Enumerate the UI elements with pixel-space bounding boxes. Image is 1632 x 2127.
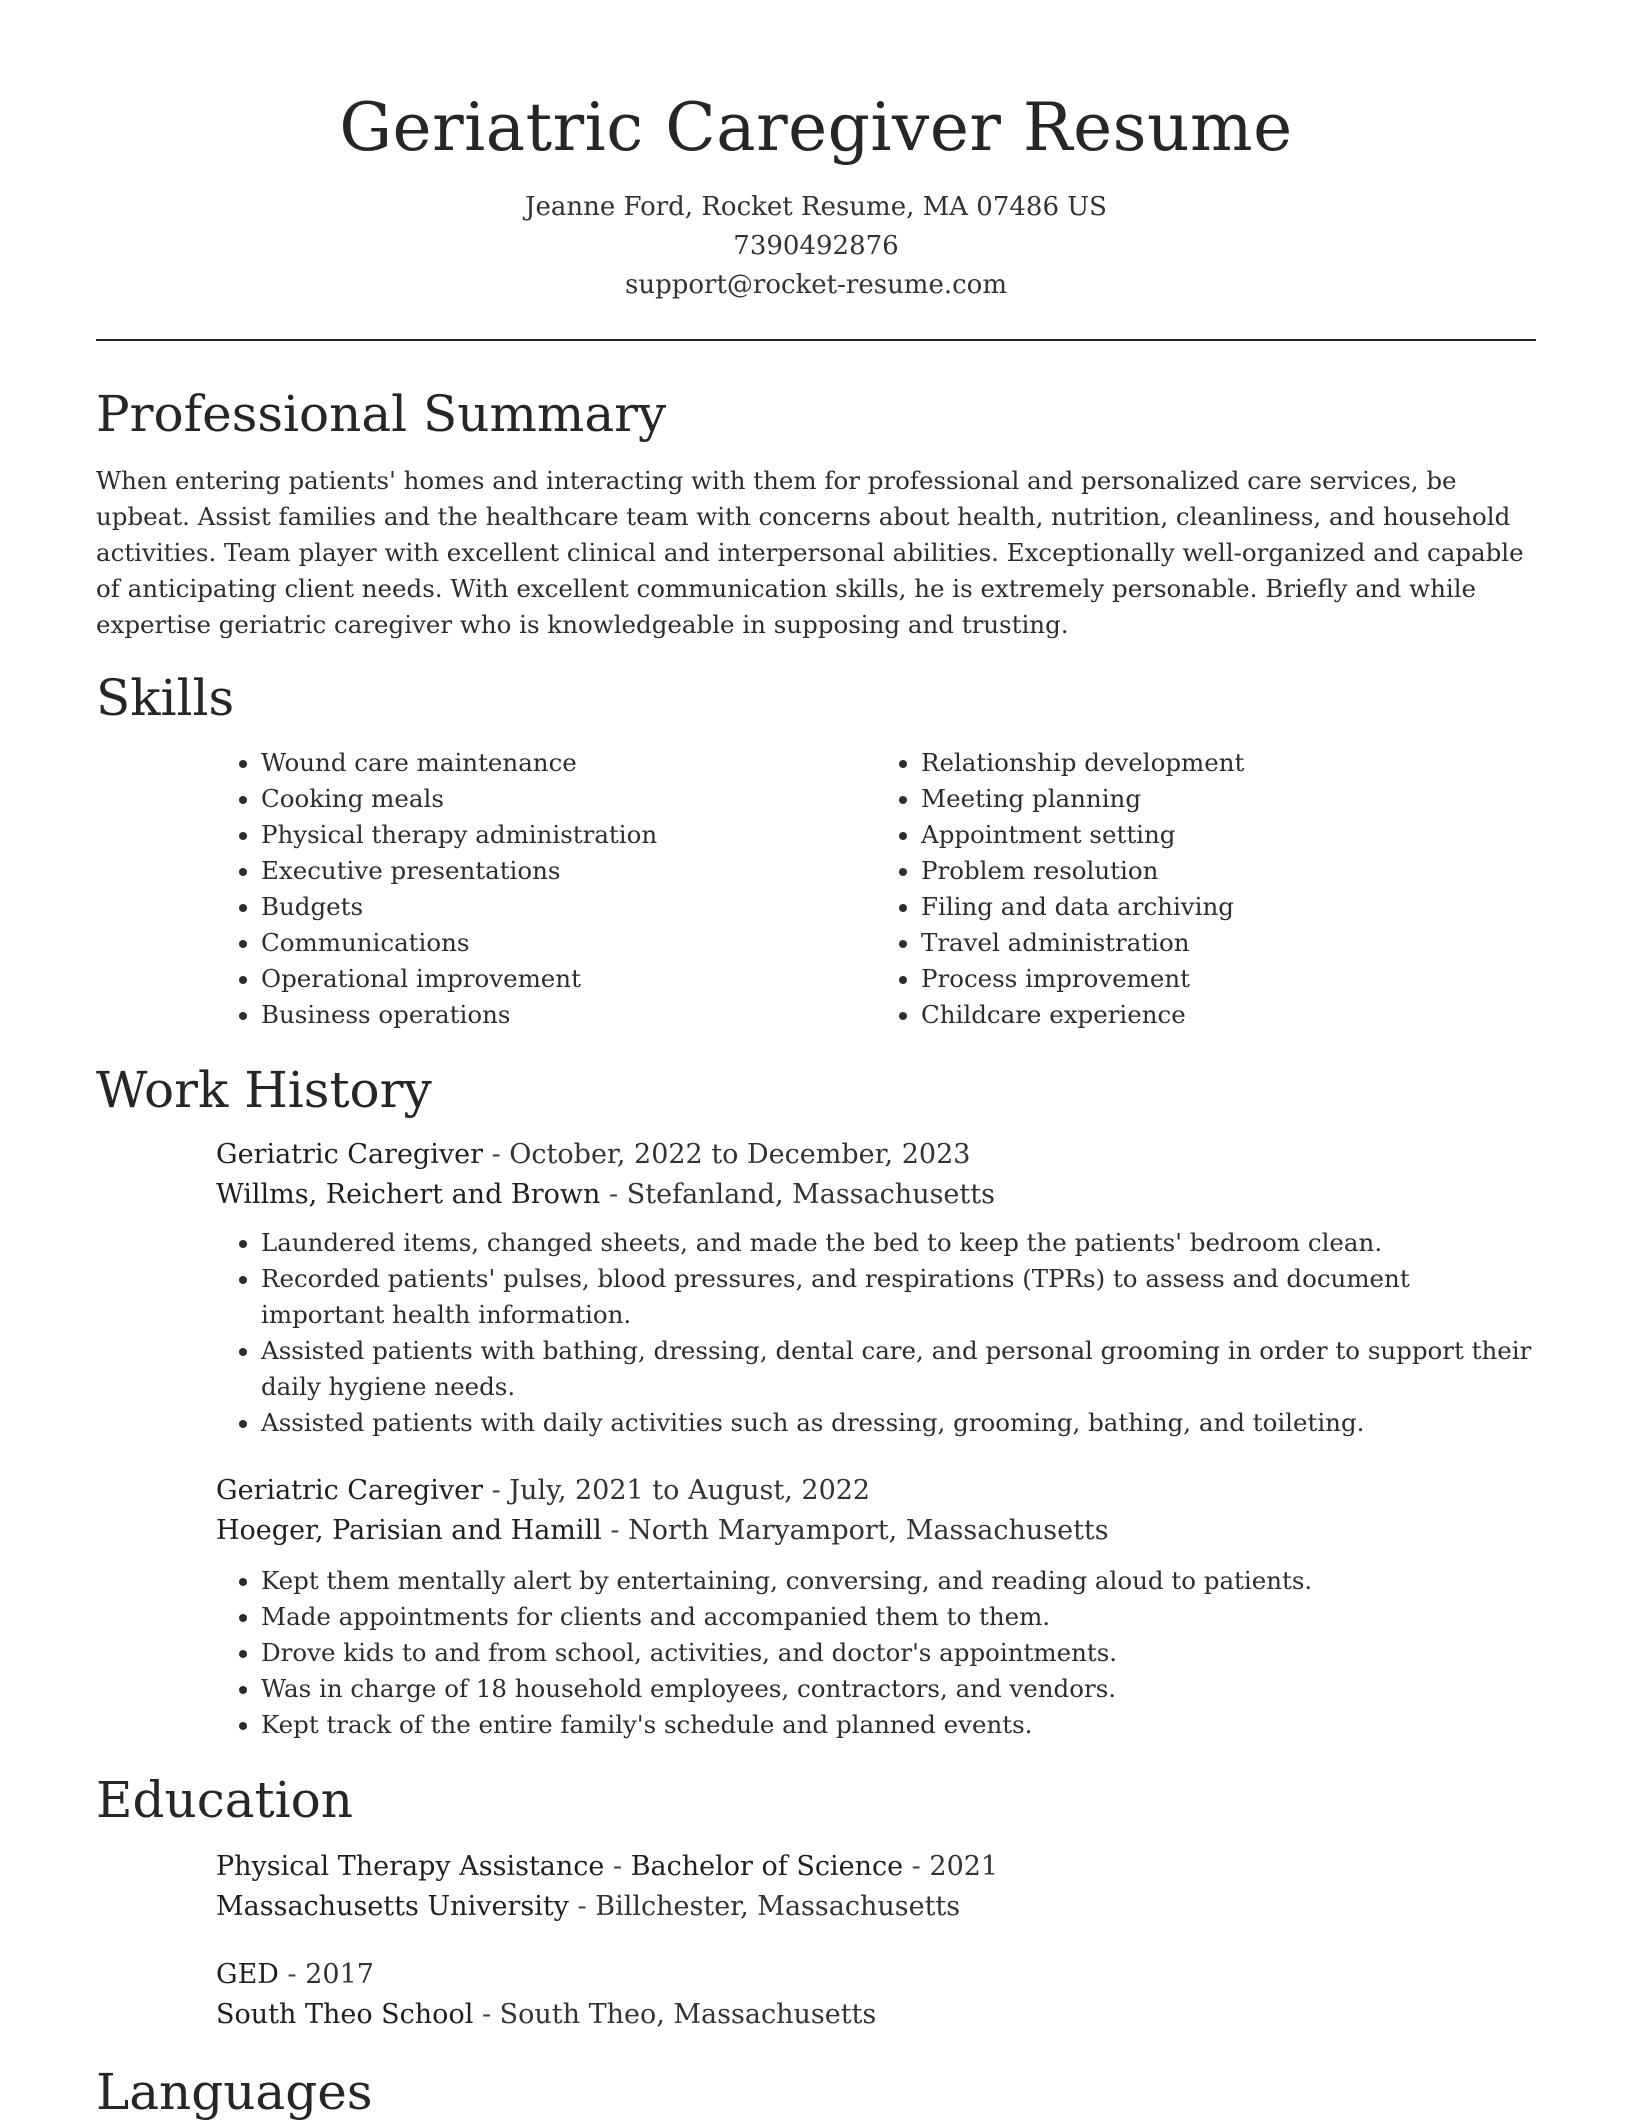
separator: -	[491, 1475, 510, 1506]
skills-columns	[216, 745, 1536, 1033]
education-entry	[216, 1955, 1536, 2035]
skill-item: • Relationship development	[921, 745, 1536, 781]
job-title-line	[216, 1471, 1536, 1511]
separator: -	[911, 1851, 930, 1882]
job-location: Stefanland, Massachusetts	[626, 1179, 995, 1210]
job-dates: July, 2021 to August, 2022	[509, 1475, 871, 1506]
separator: -	[612, 1851, 631, 1882]
contact-address: Jeanne Ford, Rocket Resume, MA 07486 US	[525, 192, 1107, 222]
education-heading: Education	[96, 1771, 353, 1829]
education-school-line	[216, 1887, 1536, 1927]
education-year: 2017	[305, 1959, 374, 1990]
education-field: Physical Therapy Assistance	[216, 1851, 605, 1882]
education-degree-line	[216, 1847, 1536, 1887]
header-divider	[96, 339, 1536, 341]
education-year: 2021	[929, 1851, 999, 1882]
education-degree: GED	[216, 1959, 279, 1990]
job-bullet: • Was in charge of 18 household employees, contractors, and vendors.	[261, 1671, 1536, 1707]
separator: -	[491, 1139, 510, 1170]
skill-item: • Budgets	[261, 889, 876, 925]
job-title: Geriatric Caregiver	[216, 1139, 483, 1170]
skill-item: • Wound care maintenance	[261, 745, 876, 781]
skill-item: • Operational improvement	[261, 961, 876, 997]
job-company: Hoeger, Parisian and Hamill	[216, 1515, 602, 1546]
work-heading: Work History	[96, 1061, 432, 1119]
education-school-line	[216, 1995, 1536, 2035]
skill-item: • Filing and data archiving	[921, 889, 1536, 925]
skill-item: • Process improvement	[921, 961, 1536, 997]
summary-section	[96, 379, 1536, 643]
education-location: Billchester, Massachusetts	[595, 1891, 961, 1922]
separator: -	[287, 1959, 306, 1990]
job-bullet: • Laundered items, changed sheets, and made the bed to keep the patients' bedroom clean.	[261, 1225, 1536, 1261]
education-entry	[216, 1847, 1536, 1927]
education-degree-line	[216, 1955, 1536, 1995]
skills-section	[96, 663, 1536, 1033]
job-location: North Maryamport, Massachusetts	[628, 1515, 1109, 1546]
contact-phone: 7390492876	[733, 231, 899, 261]
resume-page	[96, 0, 1536, 2127]
job-entry	[216, 1471, 1536, 1551]
job-bullets	[216, 1563, 1536, 1743]
contact-email: support@rocket-resume.com	[624, 270, 1007, 300]
education-school: Massachusetts University	[216, 1891, 569, 1922]
separator: -	[609, 1179, 627, 1210]
resume-header	[96, 0, 1536, 305]
job-bullet: • Made appointments for clients and accompanied them to them.	[261, 1599, 1536, 1635]
summary-heading: Professional Summary	[96, 385, 667, 443]
summary-text: When entering patients' homes and interacting with them for professional and personalized care services, be upbeat. Assist families and the healthcare team with concerns about health, nutrition, cleanliness, and household activities. Team player with excellent clinical and interpersonal abilities. Exceptionally well-organized and capable of anticipating client needs. With excellent communication skills, he is extremely personable. Briefly and while expertise geriatric caregiver who is knowledgeable in supposing and trusting.	[96, 466, 1524, 639]
skill-item: • Physical therapy administration	[261, 817, 876, 853]
skills-list-left	[216, 745, 876, 1033]
job-company: Willms, Reichert and Brown	[216, 1179, 601, 1210]
skill-item: • Problem resolution	[921, 853, 1536, 889]
separator: -	[577, 1891, 596, 1922]
separator: -	[481, 1999, 500, 2030]
job-title: Geriatric Caregiver	[216, 1475, 483, 1506]
skills-list-right	[876, 745, 1536, 1033]
skill-item: • Executive presentations	[261, 853, 876, 889]
job-bullet: • Recorded patients' pulses, blood pressures, and respirations (TPRs) to assess and document important health information.	[261, 1261, 1536, 1333]
separator: -	[610, 1515, 629, 1546]
job-bullet: • Drove kids to and from school, activities, and doctor's appointments.	[261, 1635, 1536, 1671]
skill-item: • Communications	[261, 925, 876, 961]
languages-heading: Languages	[96, 2063, 373, 2121]
education-degree: Bachelor of Science	[630, 1851, 904, 1882]
skill-item: • Cooking meals	[261, 781, 876, 817]
job-bullet: • Kept them mentally alert by entertaining, conversing, and reading aloud to patients.	[261, 1563, 1536, 1599]
job-title-line	[216, 1135, 1536, 1175]
education-section	[96, 1765, 1536, 2035]
job-bullet: • Assisted patients with bathing, dressing, dental care, and personal grooming in order to support their daily hygiene needs.	[261, 1333, 1536, 1405]
skill-item: • Business operations	[261, 997, 876, 1033]
job-company-line	[216, 1175, 1536, 1215]
skills-heading: Skills	[96, 669, 235, 727]
skill-item: • Meeting planning	[921, 781, 1536, 817]
education-school: South Theo School	[216, 1999, 474, 2030]
job-bullet: • Assisted patients with daily activities such as dressing, grooming, bathing, and toileting.	[261, 1405, 1536, 1441]
job-entry	[216, 1135, 1536, 1215]
skill-item: • Travel administration	[921, 925, 1536, 961]
job-dates: October, 2022 to December, 2023	[509, 1139, 971, 1170]
job-bullets	[216, 1225, 1536, 1441]
resume-title: Geriatric Caregiver Resume	[339, 89, 1293, 166]
work-section	[96, 1055, 1536, 1743]
job-bullet: • Kept track of the entire family's schedule and planned events.	[261, 1707, 1536, 1743]
skill-item: • Childcare experience	[921, 997, 1536, 1033]
job-company-line	[216, 1511, 1536, 1551]
education-location: South Theo, Massachusetts	[499, 1999, 877, 2030]
skill-item: • Appointment setting	[921, 817, 1536, 853]
languages-section	[96, 2057, 1536, 2127]
